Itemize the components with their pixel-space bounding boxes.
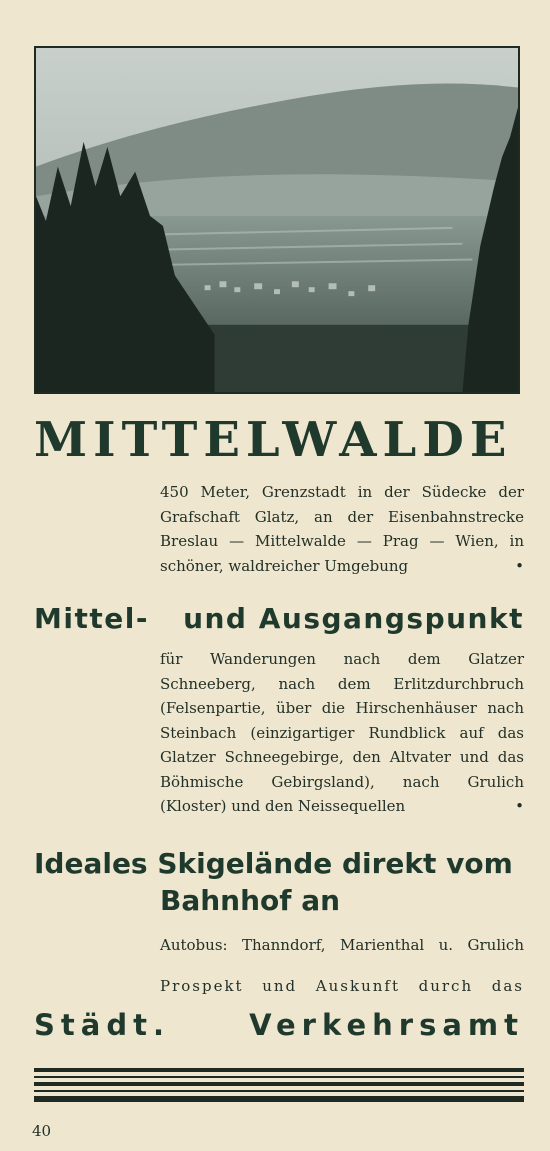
landscape-photo: [34, 46, 520, 394]
hiking-text: für Wanderungen nach dem Glatzer Schneeberg, nach dem Erlitzdurchbruch (Felsenpartie, über die Hirschenhäuser nach Steinbach (einzigartiger Rundblick auf das Glatzer Schneegebirge, den Altvater und das Böhmische Gebirgsland), nach Grulich (Kloster) und den Neissequellen: [160, 650, 524, 815]
heading-ski-line1: Ideales Skigelände direkt vom: [34, 847, 513, 880]
page-number: 40: [32, 1122, 52, 1140]
page-title: MITTELWALDE: [34, 412, 513, 468]
intro-text: 450 Meter, Grenzstadt in der Südecke der Grafschaft Glatz, an der Eisenbahnstrecke Breslau — Mittelwalde — Prag — Wien, in schöner, waldreicher Umgebung: [160, 483, 524, 575]
landscape-illustration: [36, 48, 518, 392]
divider-rule: [34, 1068, 524, 1072]
office-name: Städt. Verkehrsamt: [34, 1008, 524, 1042]
divider-rule: [34, 1076, 524, 1078]
divider-rule: [34, 1096, 524, 1102]
heading-left: Mittel-: [34, 602, 149, 635]
heading-ausgangspunkt: [34, 602, 524, 635]
divider-rule: [34, 1090, 524, 1092]
heading-right: und Ausgangspunkt: [183, 602, 524, 635]
bullet-icon: •: [515, 556, 524, 575]
hiking-paragraph: [160, 647, 524, 819]
divider-rule: [34, 1082, 524, 1086]
intro-paragraph: [160, 480, 524, 578]
info-line: Prospekt und Auskunft durch das: [160, 977, 524, 995]
heading-ski: [34, 845, 524, 919]
heading-ski-line2: Bahnhof an: [160, 884, 341, 917]
bus-line: Autobus: Thanndorf, Marienthal u. Grulich: [160, 936, 524, 954]
bullet-icon: •: [515, 797, 524, 815]
